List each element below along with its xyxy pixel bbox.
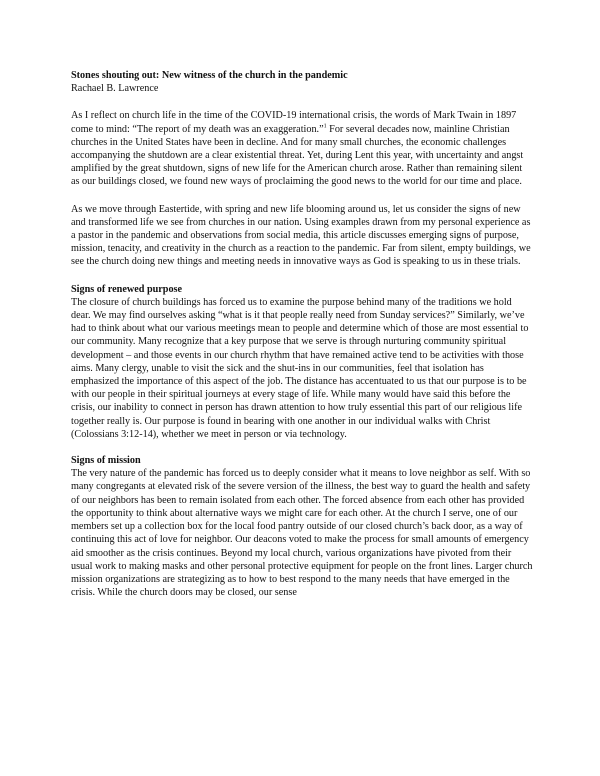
- intro-paragraph-2: [71, 203, 533, 269]
- section-heading-purpose: Signs of renewed purpose: [71, 283, 183, 295]
- section-body-mission: The very nature of the pandemic has forced us to deeply consider what it means to love neighbor as self. With so many congregants at elevated risk of the severe version of the illness, the best way to guard the health and safety of our neighbors has been to remain isolated from each other. The forced absence from each other has provided the opportunity to think about alternative ways we might care for each other. At the church I serve, one of our members set up a collection box for the local food pantry outside of our closed church’s back door, as a way of continuing this act of love for neighbor. Our deacons voted to make the process for small amounts of emergency aid smoother as the crisis continues. Beyond my local church, various organizations have pivoted from their usual work to making masks and other personal protective equipment for people on the front lines. Larger church mission organizations are strategizing as to how to best respond to the many needs that have emerged in the crisis. While the church doors may be closed, our sense: [71, 468, 533, 599]
- footnote-marker[interactable]: 1: [323, 123, 327, 130]
- section-body-purpose: The closure of church buildings has forced us to examine the purpose behind many of the traditions we hold dear. We may find ourselves asking “what is it that people really need from Sunday services?” Similarly, we’ve had to think about what our various meetings mean to people and determine which of those are most essential to our community. Many recognize that a key purpose that we serve is through nurturing community spiritual development – and those events in our church rhythm that have remained active tend to be activities with those aims. Many clergy, unable to visit the sick and the shut-ins in our communities, feel that isolation has emphasized the importance of this aspect of the job. The distance has accentuated to us that our purpose is to be with our people in their spiritual journeys at every stage of life. While many would have said this before the crisis, our inability to connect in person has drawn attention to how truly essential this part of our religious life together really is. Our purpose is found in bearing with one another in our individual walks with Christ (Colossians 3:12-14), whether we meet in person or via technology.: [71, 296, 529, 440]
- intro-paragraph-1: [71, 109, 533, 188]
- intro-p2-text: As we move through Eastertide, with spring and new life blooming around us, let us consider the signs of new and transformed life we see from churches in our nation. Using examples drawn from my personal experience as a pastor in the pandemic and observations from social media, this article discusses emerging signs of purpose, mission, tenacity, and creativity in the church as a reaction to the pandemic. Far from silent, empty buildings, we see the church doing new things and meeting needs in innovative ways as God is speaking to us in these trials.: [71, 203, 531, 268]
- intro-p1-text-b: For several decades now, mainline Christian churches in the United States have been in decline. And for many small churches, the economic challenges accompanying the shutdown are a clear existential threat. Yet, during Lent this year, with uncertainty and angst amplified by the great shutdown, signs of new life for the American church arose. Rather than remaining silent as our buildings closed, we found new ways of proclaiming the good news to the world for our time and place.: [71, 123, 524, 188]
- section-heading-mission: Signs of mission: [71, 455, 141, 467]
- document-page: [71, 69, 533, 612]
- article-author: Rachael B. Lawrence: [71, 83, 159, 95]
- article-title: Stones shouting out: New witness of the church in the pandemic: [71, 70, 348, 81]
- intro-p1-text-a: As I reflect on church life in the time of the COVID-19 international crisis, the words of Mark Twain in 1897 come to mind: “The report of my death was an exaggeration.”: [71, 110, 517, 135]
